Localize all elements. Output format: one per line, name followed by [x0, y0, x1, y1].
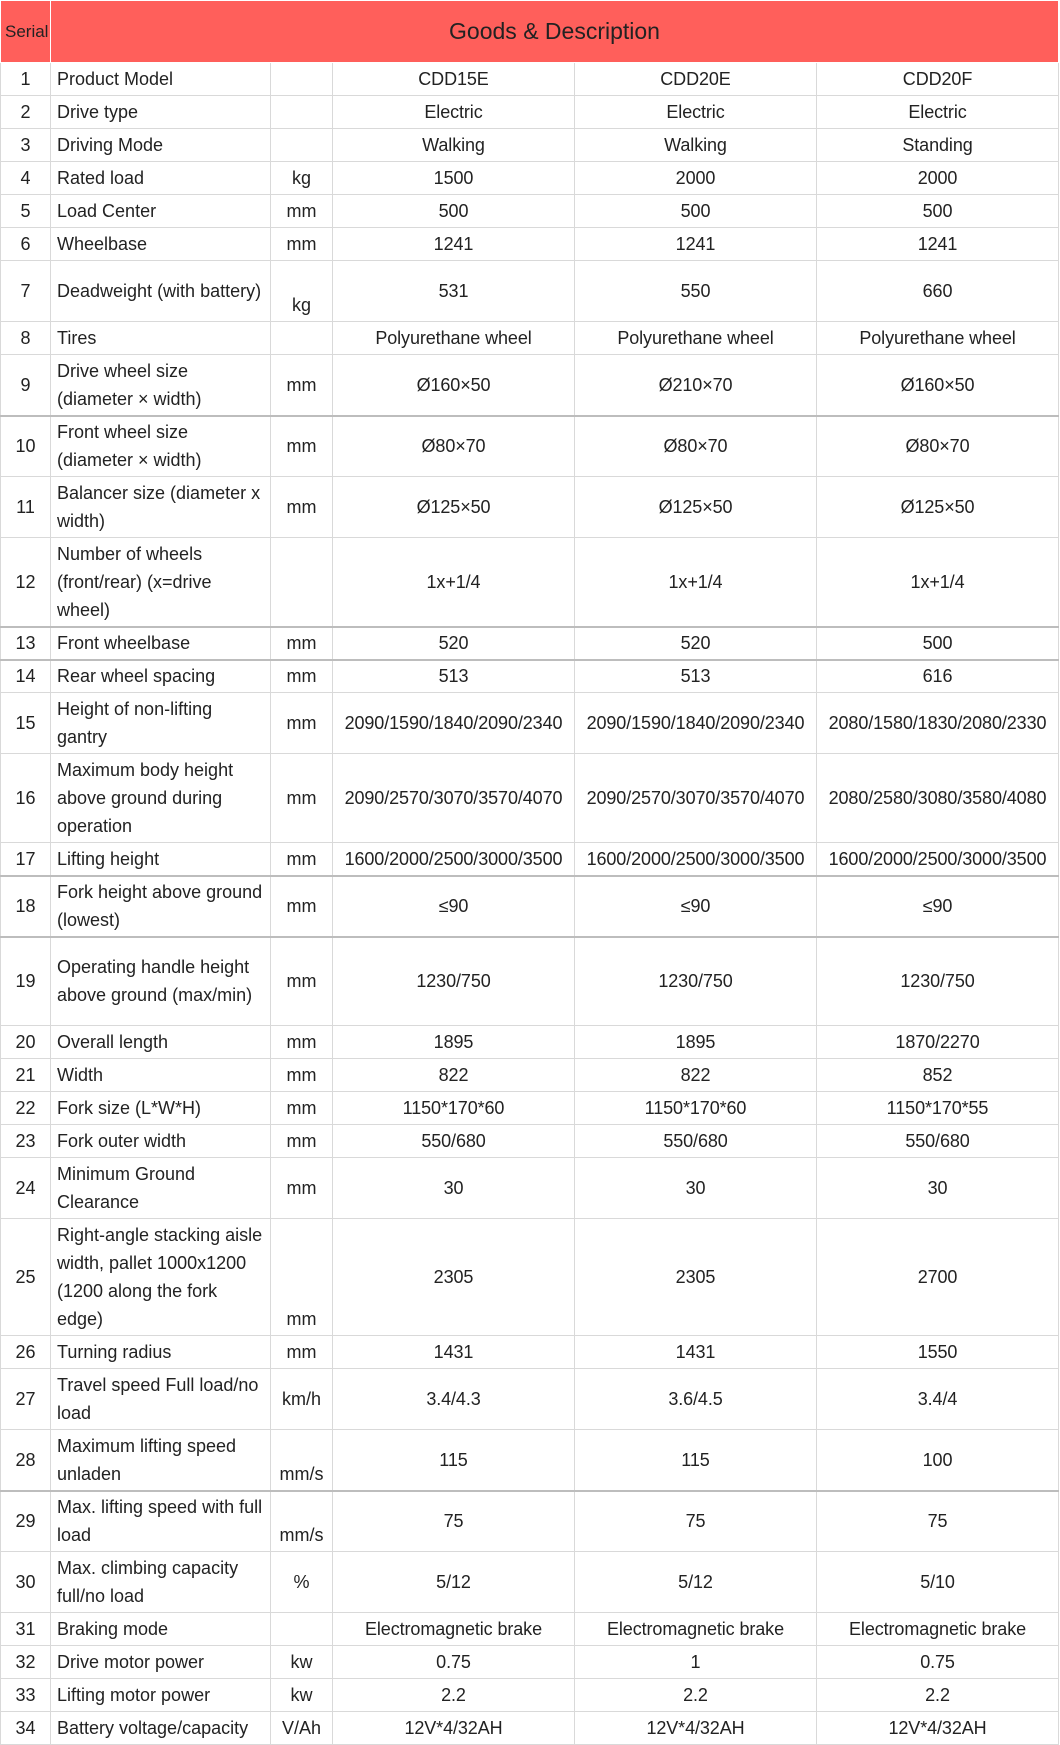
row-value-model-2: 2305 — [575, 1219, 817, 1336]
row-value-model-1: 12V*4/32AH — [333, 1712, 575, 1745]
row-unit: V/Ah — [271, 1712, 333, 1745]
spec-table-body — [1, 63, 1059, 1745]
row-value-model-3: 100 — [817, 1430, 1059, 1491]
row-parameter-name: Front wheelbase — [51, 627, 271, 660]
row-value-model-1: Ø125×50 — [333, 477, 575, 538]
row-serial: 17 — [1, 843, 51, 876]
row-serial: 2 — [1, 96, 51, 129]
table-row — [1, 627, 1059, 660]
row-value-model-2: Polyurethane wheel — [575, 322, 817, 355]
row-serial: 13 — [1, 627, 51, 660]
row-value-model-2: 1 — [575, 1646, 817, 1679]
row-value-model-1: 1895 — [333, 1026, 575, 1059]
row-value-model-3: 1x+1/4 — [817, 538, 1059, 627]
row-serial: 7 — [1, 261, 51, 322]
row-value-model-1: Polyurethane wheel — [333, 322, 575, 355]
row-parameter-name: Overall length — [51, 1026, 271, 1059]
row-serial: 3 — [1, 129, 51, 162]
row-serial: 26 — [1, 1336, 51, 1369]
row-value-model-3: 2700 — [817, 1219, 1059, 1336]
row-serial: 32 — [1, 1646, 51, 1679]
row-serial: 24 — [1, 1158, 51, 1219]
row-parameter-name: Driving Mode — [51, 129, 271, 162]
row-parameter-name: Drive wheel size (diameter × width) — [51, 355, 271, 416]
row-serial: 4 — [1, 162, 51, 195]
row-value-model-2: 1241 — [575, 228, 817, 261]
row-value-model-2: 1600/2000/2500/3000/3500 — [575, 843, 817, 876]
table-row — [1, 355, 1059, 416]
row-value-model-1: Ø160×50 — [333, 355, 575, 416]
table-row — [1, 1026, 1059, 1059]
row-parameter-name: Fork size (L*W*H) — [51, 1092, 271, 1125]
row-value-model-1: 513 — [333, 660, 575, 693]
row-value-model-1: 1241 — [333, 228, 575, 261]
table-title: Goods & Description — [51, 1, 1059, 63]
table-row — [1, 1613, 1059, 1646]
row-value-model-1: 3.4/4.3 — [333, 1369, 575, 1430]
row-value-model-1: 1500 — [333, 162, 575, 195]
table-row — [1, 63, 1059, 96]
row-serial: 30 — [1, 1552, 51, 1613]
row-unit: mm — [271, 1158, 333, 1219]
row-serial: 8 — [1, 322, 51, 355]
row-parameter-name: Max. climbing capacity full/no load — [51, 1552, 271, 1613]
row-parameter-name: Maximum lifting speed unladen — [51, 1430, 271, 1491]
row-parameter-name: Wheelbase — [51, 228, 271, 261]
table-row — [1, 660, 1059, 693]
row-value-model-3: Polyurethane wheel — [817, 322, 1059, 355]
row-unit: mm — [271, 660, 333, 693]
row-parameter-name: Fork height above ground (lowest) — [51, 876, 271, 937]
table-row — [1, 876, 1059, 937]
row-unit: mm — [271, 1125, 333, 1158]
row-unit — [271, 129, 333, 162]
row-value-model-3: 1241 — [817, 228, 1059, 261]
row-serial: 16 — [1, 754, 51, 843]
row-value-model-3: 2.2 — [817, 1679, 1059, 1712]
row-value-model-1: 1600/2000/2500/3000/3500 — [333, 843, 575, 876]
row-value-model-2: 2000 — [575, 162, 817, 195]
table-row — [1, 1369, 1059, 1430]
row-unit: mm — [271, 1026, 333, 1059]
row-value-model-2: 500 — [575, 195, 817, 228]
row-parameter-name: Lifting height — [51, 843, 271, 876]
row-value-model-2: CDD20E — [575, 63, 817, 96]
row-value-model-1: Ø80×70 — [333, 416, 575, 477]
row-value-model-3: Ø160×50 — [817, 355, 1059, 416]
row-serial: 33 — [1, 1679, 51, 1712]
table-row — [1, 1219, 1059, 1336]
row-value-model-2: 1150*170*60 — [575, 1092, 817, 1125]
row-parameter-name: Operating handle height above ground (max/min) — [51, 937, 271, 1026]
row-value-model-1: CDD15E — [333, 63, 575, 96]
row-value-model-2: Electric — [575, 96, 817, 129]
table-row — [1, 96, 1059, 129]
row-unit: mm — [271, 1336, 333, 1369]
row-serial: 18 — [1, 876, 51, 937]
row-serial: 19 — [1, 937, 51, 1026]
row-serial: 25 — [1, 1219, 51, 1336]
row-value-model-3: 616 — [817, 660, 1059, 693]
row-value-model-2: 3.6/4.5 — [575, 1369, 817, 1430]
row-value-model-1: 822 — [333, 1059, 575, 1092]
row-serial: 23 — [1, 1125, 51, 1158]
row-parameter-name: Drive type — [51, 96, 271, 129]
row-unit: mm — [271, 754, 333, 843]
table-row — [1, 228, 1059, 261]
row-value-model-1: 1x+1/4 — [333, 538, 575, 627]
row-serial: 20 — [1, 1026, 51, 1059]
row-value-model-1: 520 — [333, 627, 575, 660]
row-value-model-3: Standing — [817, 129, 1059, 162]
row-unit — [271, 96, 333, 129]
row-value-model-3: 1600/2000/2500/3000/3500 — [817, 843, 1059, 876]
row-value-model-3: Electric — [817, 96, 1059, 129]
row-value-model-2: 1x+1/4 — [575, 538, 817, 627]
row-unit — [271, 63, 333, 96]
row-parameter-name: Max. lifting speed with full load — [51, 1491, 271, 1552]
table-row — [1, 416, 1059, 477]
row-unit: mm — [271, 627, 333, 660]
row-serial: 27 — [1, 1369, 51, 1430]
row-value-model-1: 115 — [333, 1430, 575, 1491]
row-value-model-3: 1870/2270 — [817, 1026, 1059, 1059]
row-value-model-1: ≤90 — [333, 876, 575, 937]
row-value-model-2: 75 — [575, 1491, 817, 1552]
row-value-model-2: 115 — [575, 1430, 817, 1491]
row-value-model-1: 2.2 — [333, 1679, 575, 1712]
row-value-model-1: 1230/750 — [333, 937, 575, 1026]
row-parameter-name: Tires — [51, 322, 271, 355]
row-value-model-3: 2080/1580/1830/2080/2330 — [817, 693, 1059, 754]
table-row — [1, 693, 1059, 754]
row-serial: 9 — [1, 355, 51, 416]
row-serial: 15 — [1, 693, 51, 754]
row-unit: mm — [271, 937, 333, 1026]
row-value-model-2: 513 — [575, 660, 817, 693]
row-unit: mm — [271, 355, 333, 416]
row-unit: mm — [271, 876, 333, 937]
serial-header: Serial — [1, 1, 51, 63]
row-serial: 6 — [1, 228, 51, 261]
row-parameter-name: Front wheel size (diameter × width) — [51, 416, 271, 477]
row-unit: mm — [271, 228, 333, 261]
row-unit: mm/s — [271, 1430, 333, 1491]
row-value-model-1: 531 — [333, 261, 575, 322]
row-value-model-1: 1431 — [333, 1336, 575, 1369]
row-value-model-1: 500 — [333, 195, 575, 228]
row-unit: km/h — [271, 1369, 333, 1430]
row-value-model-2: ≤90 — [575, 876, 817, 937]
row-value-model-1: 2090/1590/1840/2090/2340 — [333, 693, 575, 754]
row-unit — [271, 538, 333, 627]
row-parameter-name: Right-angle stacking aisle width, pallet 1000x1200 (1200 along the fork edge) — [51, 1219, 271, 1336]
row-value-model-1: Electromagnetic brake — [333, 1613, 575, 1646]
row-value-model-3: CDD20F — [817, 63, 1059, 96]
row-unit: kw — [271, 1646, 333, 1679]
row-serial: 21 — [1, 1059, 51, 1092]
table-row — [1, 1552, 1059, 1613]
row-parameter-name: Number of wheels (front/rear) (x=drive wheel) — [51, 538, 271, 627]
row-unit: mm — [271, 1092, 333, 1125]
row-value-model-2: Ø125×50 — [575, 477, 817, 538]
row-parameter-name: Drive motor power — [51, 1646, 271, 1679]
row-serial: 12 — [1, 538, 51, 627]
row-parameter-name: Load Center — [51, 195, 271, 228]
row-value-model-3: 2000 — [817, 162, 1059, 195]
row-value-model-3: 660 — [817, 261, 1059, 322]
row-value-model-1: 5/12 — [333, 1552, 575, 1613]
row-value-model-2: 2090/2570/3070/3570/4070 — [575, 754, 817, 843]
table-row — [1, 162, 1059, 195]
row-value-model-1: 550/680 — [333, 1125, 575, 1158]
row-value-model-3: 500 — [817, 195, 1059, 228]
table-row — [1, 1430, 1059, 1491]
table-row — [1, 1679, 1059, 1712]
row-value-model-3: 550/680 — [817, 1125, 1059, 1158]
table-row — [1, 1092, 1059, 1125]
row-serial: 34 — [1, 1712, 51, 1745]
row-value-model-3: Ø125×50 — [817, 477, 1059, 538]
row-unit: mm — [271, 1059, 333, 1092]
row-value-model-3: 2080/2580/3080/3580/4080 — [817, 754, 1059, 843]
row-value-model-3: 3.4/4 — [817, 1369, 1059, 1430]
row-value-model-2: 5/12 — [575, 1552, 817, 1613]
row-value-model-3: 30 — [817, 1158, 1059, 1219]
row-unit: mm — [271, 843, 333, 876]
table-row — [1, 1059, 1059, 1092]
table-row — [1, 754, 1059, 843]
row-value-model-1: Walking — [333, 129, 575, 162]
row-value-model-2: 1431 — [575, 1336, 817, 1369]
row-value-model-2: 822 — [575, 1059, 817, 1092]
row-value-model-2: 550 — [575, 261, 817, 322]
row-unit — [271, 1613, 333, 1646]
table-row — [1, 1158, 1059, 1219]
row-unit: mm/s — [271, 1491, 333, 1552]
row-value-model-1: 30 — [333, 1158, 575, 1219]
table-row — [1, 843, 1059, 876]
row-value-model-3: 1230/750 — [817, 937, 1059, 1026]
row-value-model-1: Electric — [333, 96, 575, 129]
table-row — [1, 1646, 1059, 1679]
row-serial: 28 — [1, 1430, 51, 1491]
row-parameter-name: Battery voltage/capacity — [51, 1712, 271, 1745]
row-value-model-2: 12V*4/32AH — [575, 1712, 817, 1745]
row-unit: kg — [271, 162, 333, 195]
row-serial: 29 — [1, 1491, 51, 1552]
row-parameter-name: Braking mode — [51, 1613, 271, 1646]
row-value-model-2: 2090/1590/1840/2090/2340 — [575, 693, 817, 754]
row-parameter-name: Maximum body height above ground during operation — [51, 754, 271, 843]
table-row — [1, 1125, 1059, 1158]
row-value-model-3: 500 — [817, 627, 1059, 660]
row-value-model-1: 2090/2570/3070/3570/4070 — [333, 754, 575, 843]
row-unit: kw — [271, 1679, 333, 1712]
row-serial: 5 — [1, 195, 51, 228]
row-serial: 10 — [1, 416, 51, 477]
row-unit: mm — [271, 477, 333, 538]
row-serial: 14 — [1, 660, 51, 693]
row-value-model-3: Electromagnetic brake — [817, 1613, 1059, 1646]
row-value-model-3: 852 — [817, 1059, 1059, 1092]
table-row — [1, 1336, 1059, 1369]
table-row — [1, 1491, 1059, 1552]
row-unit: mm — [271, 195, 333, 228]
row-value-model-2: 30 — [575, 1158, 817, 1219]
row-value-model-3: 5/10 — [817, 1552, 1059, 1613]
row-parameter-name: Width — [51, 1059, 271, 1092]
row-value-model-1: 0.75 — [333, 1646, 575, 1679]
row-value-model-3: 1550 — [817, 1336, 1059, 1369]
row-value-model-2: Walking — [575, 129, 817, 162]
row-parameter-name: Product Model — [51, 63, 271, 96]
row-unit: mm — [271, 693, 333, 754]
row-value-model-1: 1150*170*60 — [333, 1092, 575, 1125]
row-parameter-name: Fork outer width — [51, 1125, 271, 1158]
table-header-row — [1, 1, 1059, 63]
row-value-model-2: 2.2 — [575, 1679, 817, 1712]
row-unit — [271, 322, 333, 355]
table-row — [1, 937, 1059, 1026]
row-parameter-name: Height of non-lifting gantry — [51, 693, 271, 754]
row-serial: 22 — [1, 1092, 51, 1125]
row-parameter-name: Rated load — [51, 162, 271, 195]
row-value-model-2: 550/680 — [575, 1125, 817, 1158]
table-row — [1, 538, 1059, 627]
table-row — [1, 322, 1059, 355]
row-value-model-2: 1230/750 — [575, 937, 817, 1026]
row-parameter-name: Lifting motor power — [51, 1679, 271, 1712]
row-value-model-2: Ø210×70 — [575, 355, 817, 416]
row-parameter-name: Turning radius — [51, 1336, 271, 1369]
table-row — [1, 1712, 1059, 1745]
table-row — [1, 477, 1059, 538]
table-row — [1, 195, 1059, 228]
row-parameter-name: Travel speed Full load/no load — [51, 1369, 271, 1430]
row-parameter-name: Rear wheel spacing — [51, 660, 271, 693]
row-serial: 31 — [1, 1613, 51, 1646]
row-value-model-2: 520 — [575, 627, 817, 660]
row-value-model-3: 75 — [817, 1491, 1059, 1552]
table-row — [1, 261, 1059, 322]
row-parameter-name: Balancer size (diameter x width) — [51, 477, 271, 538]
row-value-model-2: Electromagnetic brake — [575, 1613, 817, 1646]
row-value-model-2: Ø80×70 — [575, 416, 817, 477]
row-unit: mm — [271, 416, 333, 477]
row-parameter-name: Deadweight (with battery) — [51, 261, 271, 322]
row-value-model-3: ≤90 — [817, 876, 1059, 937]
row-value-model-3: 0.75 — [817, 1646, 1059, 1679]
row-value-model-2: 1895 — [575, 1026, 817, 1059]
row-serial: 1 — [1, 63, 51, 96]
row-serial: 11 — [1, 477, 51, 538]
row-value-model-3: Ø80×70 — [817, 416, 1059, 477]
row-unit: kg — [271, 261, 333, 322]
row-value-model-3: 1150*170*55 — [817, 1092, 1059, 1125]
row-unit: % — [271, 1552, 333, 1613]
row-parameter-name: Minimum Ground Clearance — [51, 1158, 271, 1219]
row-value-model-3: 12V*4/32AH — [817, 1712, 1059, 1745]
row-value-model-1: 75 — [333, 1491, 575, 1552]
row-value-model-1: 2305 — [333, 1219, 575, 1336]
row-unit: mm — [271, 1219, 333, 1336]
table-row — [1, 129, 1059, 162]
